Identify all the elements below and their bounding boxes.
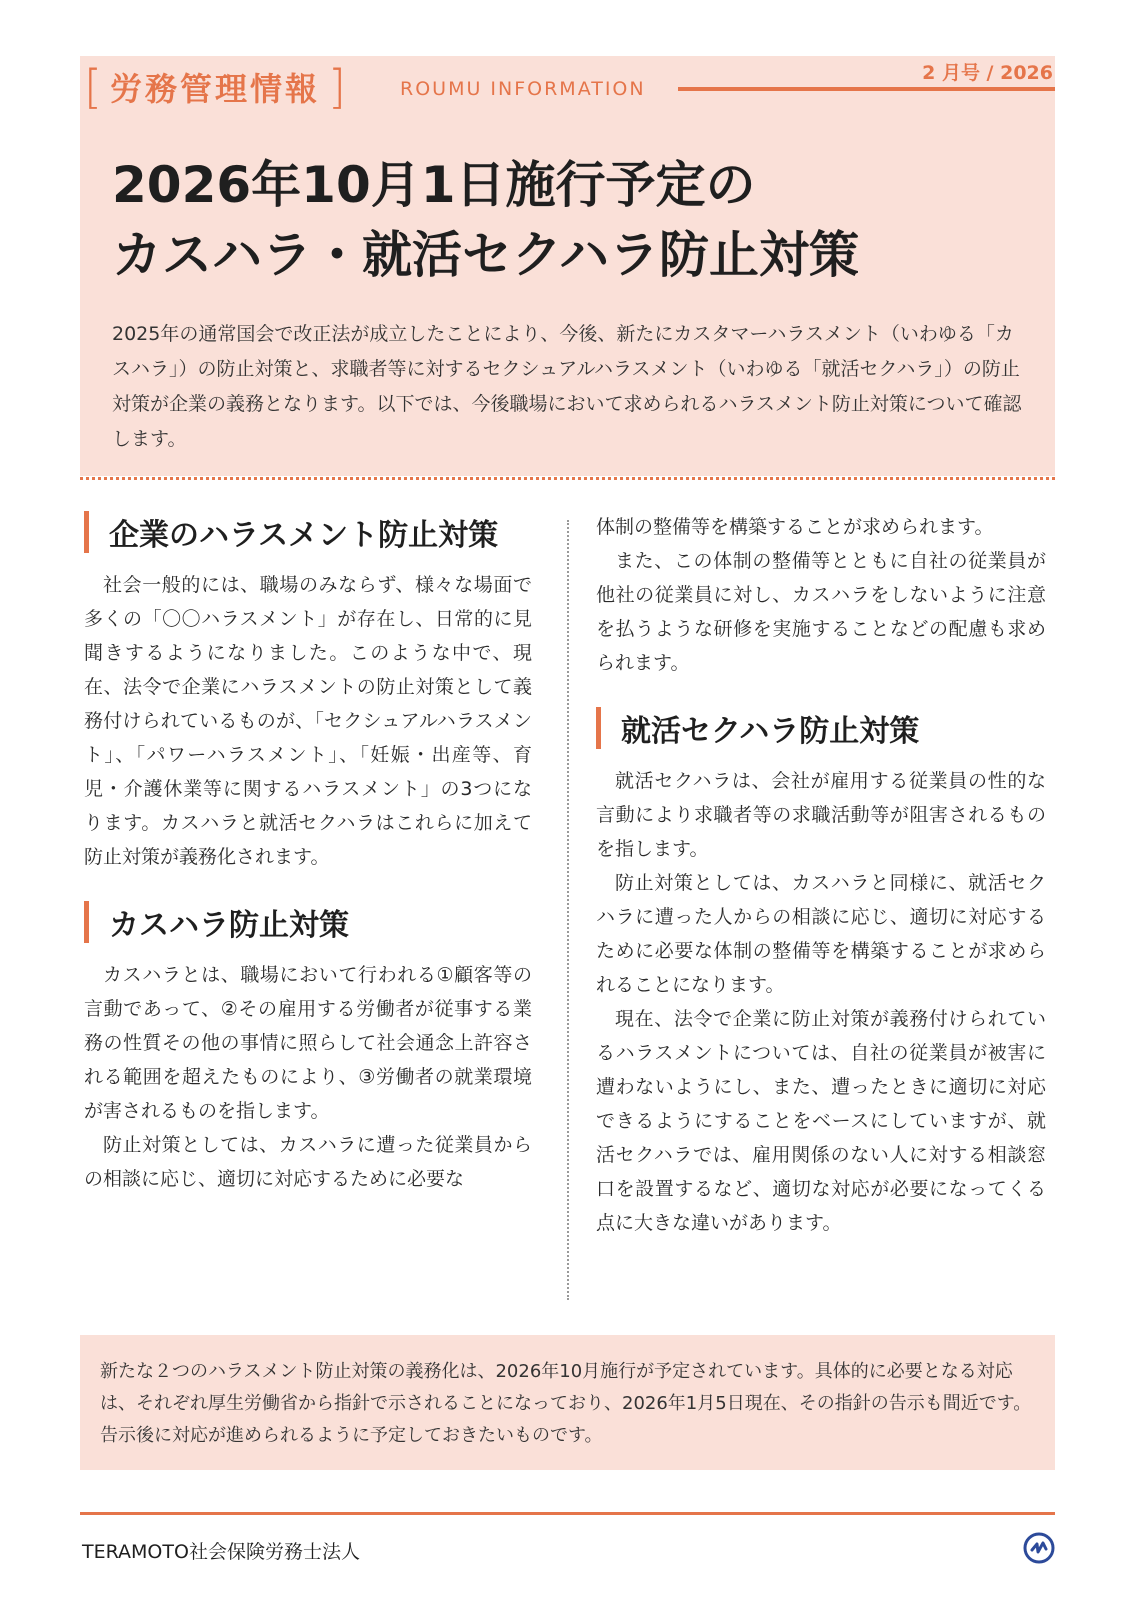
paragraph: 現在、法令で企業に防止対策が義務付けられているハラスメントについては、自社の従業員が被害に遭わないようにし、また、遭ったときに適切に対応できるようにすることをベースにしていますが、就活セクハラでは、雇用関係のない人に対する相談窓口を設置するなど、適切な対応が必要になってくる点に大きな違いがあります。 bbox=[596, 1008, 1046, 1234]
section-heading-text: 就活セクハラ防止対策 bbox=[621, 714, 920, 749]
issue-label: 2 月号 / 2026 bbox=[922, 62, 1053, 84]
category-label: 労務管理情報 bbox=[109, 70, 320, 108]
category-title bbox=[84, 62, 346, 112]
heading-bar bbox=[596, 707, 601, 749]
paragraph: 就活セクハラは、会社が雇用する従業員の性的な言動により求職者等の求職活動等が阻害されるものを指します。 bbox=[596, 770, 1046, 860]
section-heading-text: 企業のハラスメント防止対策 bbox=[109, 518, 499, 553]
paragraph: また、この体制の整備等とともに自社の従業員が他社の従業員に対し、カスハラをしないように注意を払うような研修を実施することなどの配慮も求められます。 bbox=[596, 550, 1046, 674]
section-heading bbox=[596, 706, 1046, 750]
footer-rule bbox=[80, 1512, 1055, 1515]
title-line-1: 2026年10月1日施行予定の bbox=[112, 156, 756, 214]
lead-paragraph: 2025年の通常国会で改正法が成立したことにより、今後、新たにカスタマーハラスメント（いわゆる「カスハラ」）の防止対策と、求職者等に対するセクシュアルハラスメント（いわゆる「就活セクハラ」）の防止対策が企業の義務となります。以下では、今後職場において求められるハラスメント防止対策について確認します。 bbox=[112, 323, 1022, 450]
paragraph: 防止対策としては、カスハラに遭った従業員からの相談に応じ、適切に対応するために必要な bbox=[84, 1134, 532, 1190]
dotted-divider bbox=[80, 477, 1055, 480]
paragraph: 防止対策としては、カスハラと同様に、就活セクハラに遭った人からの相談に応じ、適切に対応するために必要な体制の整備等を構築することが求められることになります。 bbox=[596, 872, 1046, 996]
section-heading-text: カスハラ防止対策 bbox=[109, 908, 349, 943]
title-line-2: カスハラ・就活セクハラ防止対策 bbox=[112, 226, 859, 284]
category-en: ROUMU INFORMATION bbox=[400, 78, 646, 100]
bracket-close: ] bbox=[327, 60, 346, 114]
header-rule bbox=[678, 87, 1055, 91]
page-title bbox=[112, 150, 1012, 290]
column-divider bbox=[567, 520, 569, 1300]
paragraph: 体制の整備等を構築することが求められます。 bbox=[596, 516, 994, 538]
left-column bbox=[84, 510, 532, 1196]
section-heading bbox=[84, 900, 532, 944]
section-heading bbox=[84, 510, 532, 554]
paragraph: 社会一般的には、職場のみならず、様々な場面で多くの「〇〇ハラスメント」が存在し、日常的に見聞きするようになりました。このような中で、現在、法令で企業にハラスメントの防止対策として義務付けられているものが、「セクシュアルハラスメント」、「パワーハラスメント」、「妊娠・出産等、育児・介護休業等に関するハラスメント」の3つになります。カスハラと就活セクハラはこれらに加えて防止対策が義務化されます。 bbox=[84, 574, 532, 868]
right-column bbox=[596, 510, 1046, 1240]
bracket-open: [ bbox=[84, 60, 102, 114]
footer-company: TERAMOTO社会保険労務士法人 bbox=[82, 1541, 360, 1563]
paragraph: カスハラとは、職場において行われる①顧客等の言動であって、②その雇用する労働者が従事する業務の性質その他の事情に照らして社会通念上許容される範囲を超えたものにより、③労働者の就業環境が害されるものを指します。 bbox=[84, 964, 532, 1122]
summary-text: 新たな２つのハラスメント防止対策の義務化は、2026年10月施行が予定されています。具体的に必要となる対応は、それぞれ厚生労働省から指針で示されることになっており、2026年1月5日現在、その指針の告示も間近です。告示後に対応が進められるように予定しておきたいものです。 bbox=[100, 1361, 1032, 1446]
heading-bar bbox=[84, 511, 89, 553]
heading-bar bbox=[84, 901, 89, 943]
company-logo-icon bbox=[1023, 1532, 1055, 1564]
